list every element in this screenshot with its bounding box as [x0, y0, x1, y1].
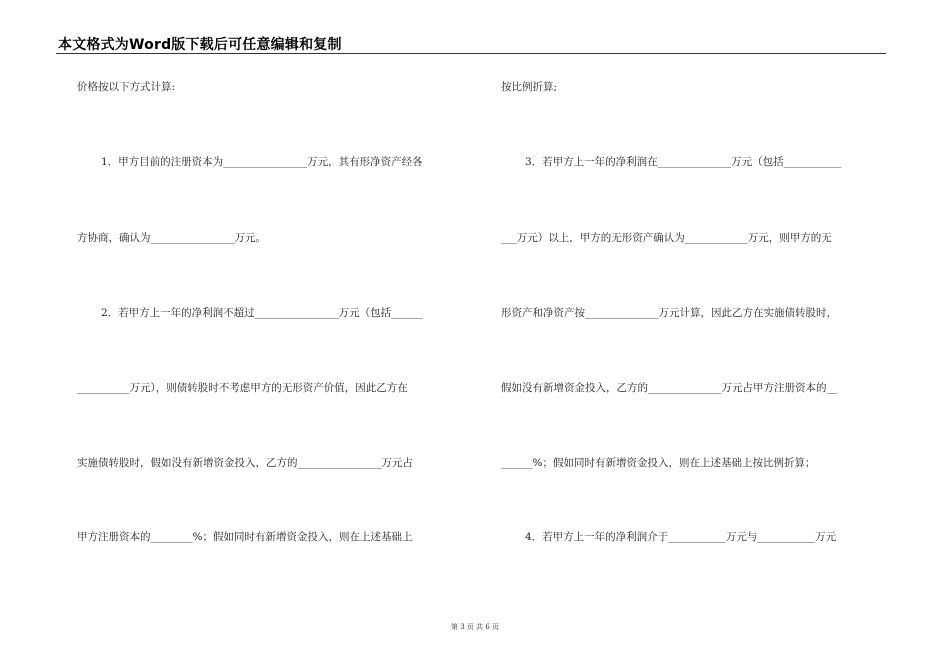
left-line-4: 2．若甲方上一年的净利润不超过________________万元（包括______	[101, 307, 423, 319]
right-line-6: ______%；假如同时有新增资金投入，则在上述基础上按比例折算；	[501, 457, 816, 469]
document-header-title: 本文格式为Word版下载后可任意编辑和复制	[58, 37, 342, 53]
left-line-1: 价格按以下方式计算:	[77, 81, 176, 93]
left-line-3: 方协商，确认为________________万元。	[77, 232, 266, 244]
right-line-2: 3．若甲方上一年的净利润在______________万元（包括___________	[525, 156, 842, 168]
left-line-2: 1．甲方目前的注册资本为________________万元，其有形净资产经各	[101, 156, 423, 168]
right-line-3: ___万元）以上，甲方的无形资产确认为____________万元，则甲方的无	[501, 232, 832, 244]
page-number: 第 3 页 共 6 页	[450, 623, 500, 631]
left-line-5: __________万元），则债转股时不考虑甲方的无形资产价值，因此乙方在	[77, 382, 408, 394]
right-line-4: 形资产和净资产按______________万元计算，因此乙方在实施债转股时，	[501, 307, 837, 319]
right-line-7: 4．若甲方上一年的净利润介于___________万元与___________万元	[525, 531, 837, 543]
header-divider	[56, 53, 886, 54]
right-line-5: 假如没有新增资金投入，乙方的______________万元占甲方注册资本的__	[501, 382, 837, 394]
left-line-7: 甲方注册资本的________%；假如同时有新增资金投入，则在上述基础上	[77, 531, 413, 543]
right-line-1: 按比例折算;	[501, 81, 558, 93]
left-line-6: 实施债转股时，假如没有新增资金投入，乙方的________________万元占	[77, 457, 413, 469]
